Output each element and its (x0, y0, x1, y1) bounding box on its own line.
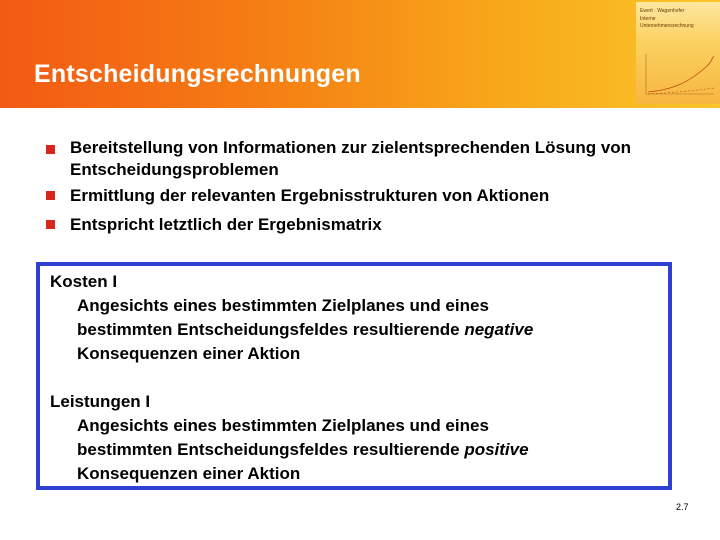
leistungen-line-1: Angesichts eines bestimmten Zielplanes und eines (77, 416, 489, 435)
thumbnail-title-2: Unternehmensrechnung (640, 23, 694, 29)
bullet-square-icon (46, 220, 55, 229)
bullet-text: Ermittlung der relevanten Ergebnisstrukturen von Aktionen (70, 186, 550, 205)
bullet-text: Entspricht letztlich der Ergebnismatrix (70, 215, 382, 234)
thumbnail-authors: Ewert · Wagenhofer (640, 8, 685, 14)
kosten-definition (77, 294, 667, 366)
bullet-item-3 (46, 210, 706, 239)
bullet-square-icon (46, 145, 55, 154)
bullet-list (46, 137, 706, 239)
kosten-line-1: Angesichts eines bestimmten Zielplanes und eines (77, 296, 489, 315)
kosten-emphasis: negative (464, 320, 534, 339)
kosten-line-2-text: bestimmten Entscheidungsfeldes resultierende (77, 320, 465, 339)
page-number: 2.7 (676, 502, 689, 512)
thumbnail-curve-graphic (640, 50, 716, 100)
leistungen-line-2 (77, 438, 667, 462)
header-banner (0, 0, 720, 108)
bullet-item-1 (46, 137, 706, 181)
bullet-item-2 (46, 181, 706, 210)
leistungen-definition (77, 414, 667, 486)
bullet-square-icon (46, 191, 55, 200)
definition-box (36, 262, 672, 490)
kosten-line-3: Konsequenzen einer Aktion (77, 344, 301, 363)
leistungen-line-3: Konsequenzen einer Aktion (77, 464, 301, 483)
thumbnail-title-1: Interne (640, 16, 656, 22)
book-cover-thumbnail (636, 2, 720, 104)
leistungen-line-2-text: bestimmten Entscheidungsfeldes resultierende (77, 440, 465, 459)
kosten-term: Kosten I (50, 272, 118, 291)
kosten-line-2 (77, 318, 667, 342)
bullet-text: Bereitstellung von Informationen zur zielentsprechenden Lösung von Entscheidungsproblemen (70, 138, 632, 179)
leistungen-emphasis: positive (464, 440, 529, 459)
page-title: Entscheidungsrechnungen (34, 60, 361, 88)
leistungen-term: Leistungen I (50, 392, 151, 411)
